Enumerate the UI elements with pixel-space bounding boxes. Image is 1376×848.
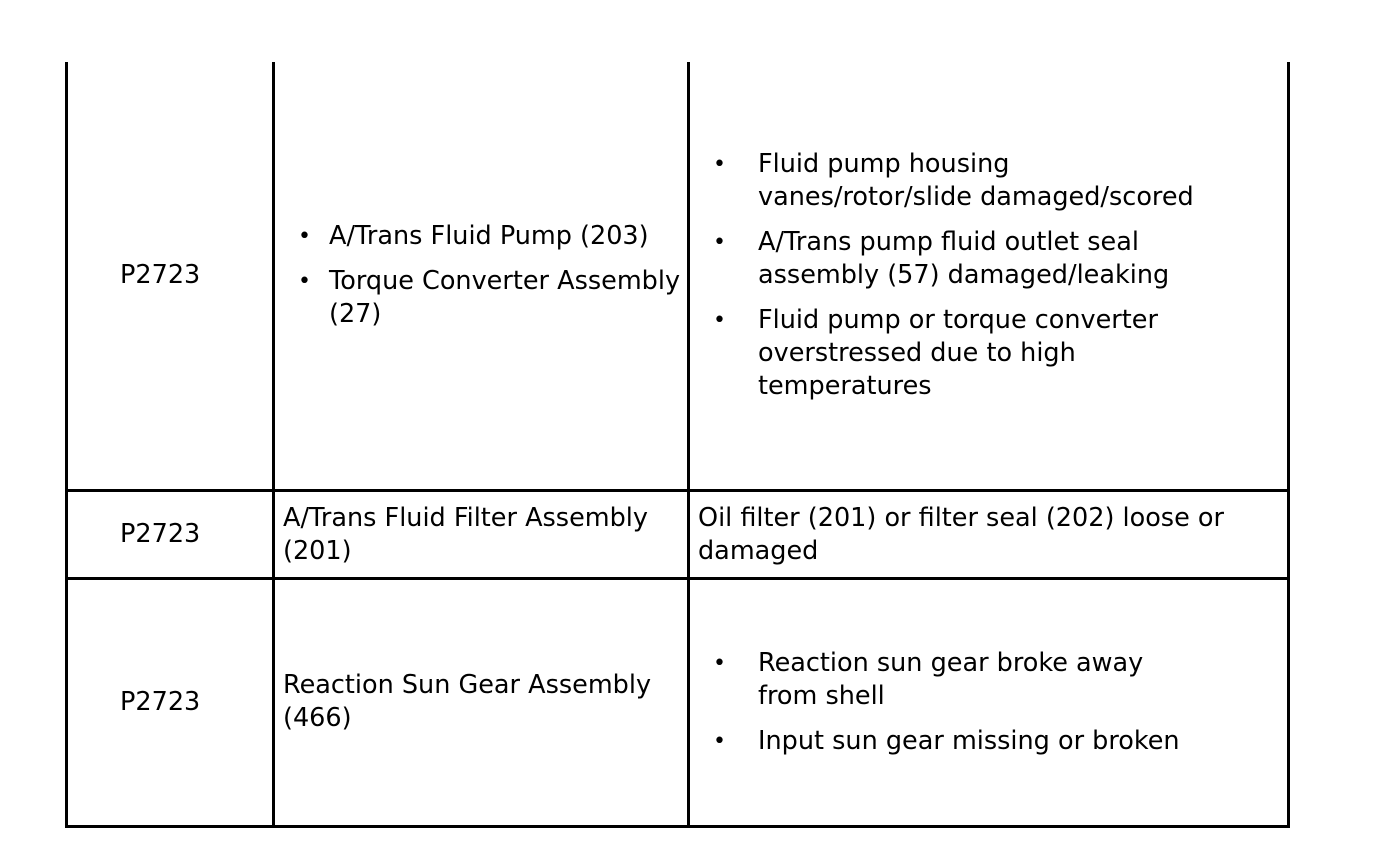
list-item	[713, 725, 1207, 758]
dtc-code-cell	[67, 62, 274, 490]
cause-text: A/Trans pump fluid outlet seal assembly (57) damaged/leaking	[758, 226, 1170, 290]
bullet-icon: •	[713, 650, 726, 676]
table-row	[67, 490, 1289, 578]
bullet-icon: •	[298, 268, 311, 294]
bullet-icon: •	[713, 307, 726, 333]
cause-cell	[689, 578, 1289, 826]
dtc-code-cell	[67, 490, 274, 578]
list-item	[713, 647, 1207, 713]
list-item	[298, 220, 687, 253]
diagnostic-table	[65, 62, 1290, 828]
cause-list	[698, 148, 1287, 403]
component-cell	[274, 62, 689, 490]
component-text: Torque Converter Assembly (27)	[329, 265, 681, 329]
cause-text: Input sun gear missing or broken	[758, 725, 1180, 756]
list-item	[298, 265, 687, 331]
dtc-code: P2723	[120, 259, 201, 290]
cause-text: Fluid pump or torque converter overstressed due to high temperatures	[758, 304, 1158, 401]
list-item	[713, 304, 1207, 403]
component-list	[283, 220, 687, 331]
cause-cell	[689, 490, 1289, 578]
component-cell	[274, 490, 689, 578]
component-text: Reaction Sun Gear Assembly (466)	[283, 670, 652, 733]
cause-text: Reaction sun gear broke away from shell	[758, 647, 1144, 711]
bullet-icon: •	[713, 728, 726, 754]
dtc-code: P2723	[120, 686, 201, 717]
dtc-code-cell	[67, 578, 274, 826]
list-item	[713, 148, 1207, 214]
component-cell	[274, 578, 689, 826]
table-row	[67, 62, 1289, 490]
component-text: A/Trans Fluid Filter Assembly (201)	[283, 503, 648, 566]
table-row	[67, 578, 1289, 826]
dtc-code: P2723	[120, 518, 201, 549]
bullet-icon: •	[298, 223, 311, 249]
cause-list	[698, 647, 1287, 758]
bullet-icon: •	[713, 151, 726, 177]
cause-text: Oil filter (201) or filter seal (202) loose or damaged	[698, 503, 1224, 566]
list-item	[713, 226, 1207, 292]
component-text: A/Trans Fluid Pump (203)	[329, 220, 649, 251]
cause-text: Fluid pump housing vanes/rotor/slide damaged/scored	[758, 148, 1194, 212]
bullet-icon: •	[713, 229, 726, 255]
cause-cell	[689, 62, 1289, 490]
